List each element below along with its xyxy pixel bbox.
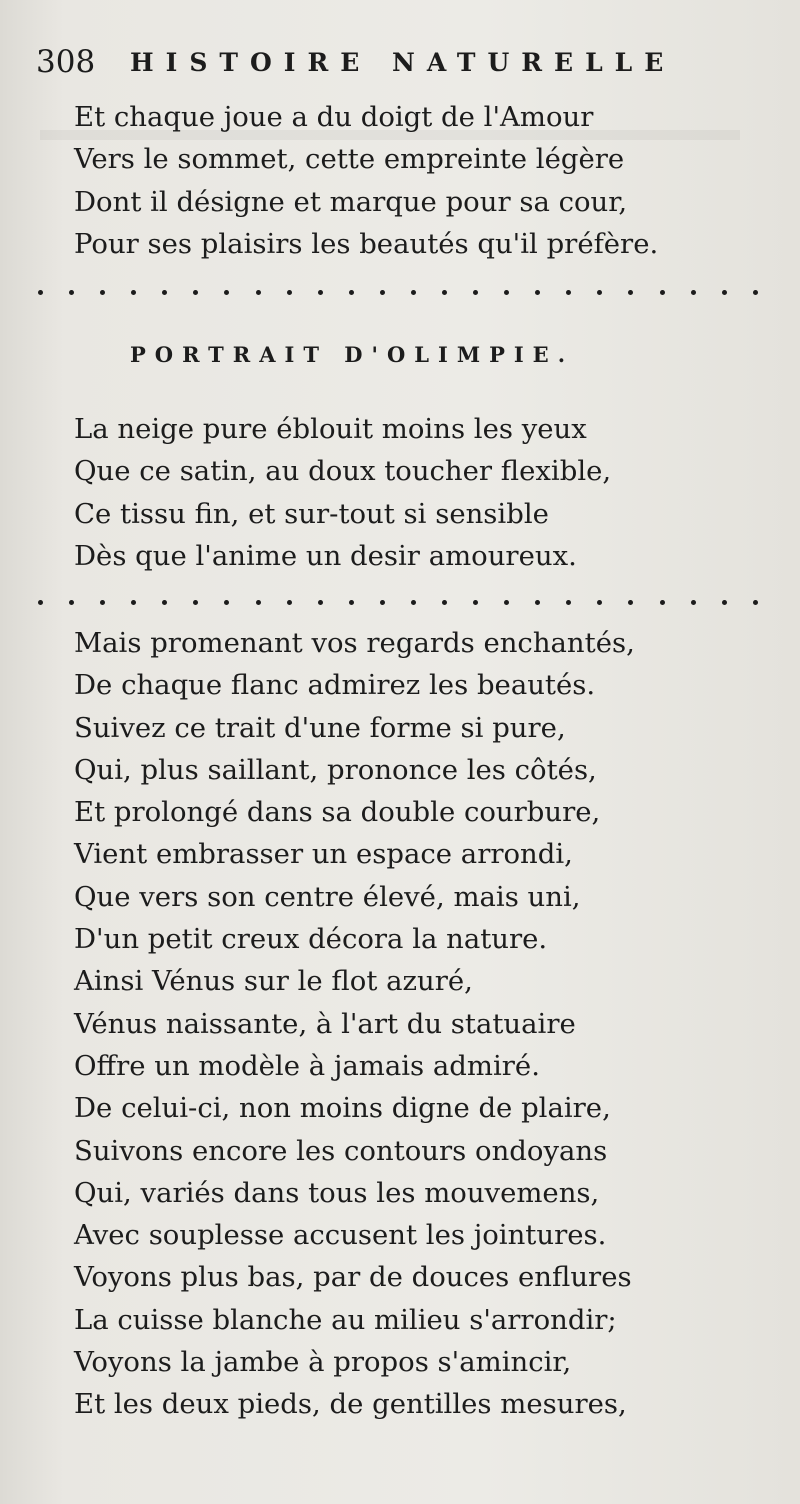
- ellipsis-dot: [162, 600, 167, 605]
- verse-line: Vient embrasser un espace arrondi,: [74, 838, 573, 871]
- ellipsis-dot: [349, 290, 354, 295]
- verse-line: Suivons encore les contours ondoyans: [74, 1134, 608, 1167]
- stanza-3: [74, 622, 635, 1426]
- ellipsis-dot: [660, 600, 665, 605]
- ellipsis-dot: [504, 290, 509, 295]
- verse-line: Qui, plus saillant, prononce les côtés,: [74, 753, 597, 786]
- ellipsis-dot: [100, 290, 105, 295]
- verse-line: Avec souplesse accusent les jointures.: [74, 1219, 607, 1252]
- verse-line: Mais promenant vos regards enchantés,: [74, 627, 635, 659]
- verse-line: Et prolongé dans sa double courbure,: [74, 796, 601, 829]
- ellipsis-dot: [69, 600, 74, 605]
- verse-line: Que vers son centre élevé, mais uni,: [74, 880, 581, 913]
- verse-line: Ce tissu fin, et sur-tout si sensible: [74, 497, 549, 530]
- stanza-2: [74, 408, 611, 577]
- verse-line: Et les deux pieds, de gentilles mesures,: [74, 1388, 627, 1421]
- page-number: 308: [36, 44, 96, 80]
- verse-line: De chaque flanc admirez les beautés.: [74, 669, 596, 702]
- ellipsis-dot: [224, 290, 229, 295]
- verse-line: Offre un modèle à jamais admiré.: [74, 1049, 540, 1082]
- ellipsis-dot: [566, 600, 571, 605]
- ellipsis-dot: [722, 600, 727, 605]
- ellipsis-dot: [660, 290, 665, 295]
- ellipsis-row-2: [38, 600, 758, 614]
- ellipsis-dot: [380, 290, 385, 295]
- verse-line: Ainsi Vénus sur le flot azuré,: [74, 965, 473, 998]
- ellipsis-dot: [318, 600, 323, 605]
- ellipsis-dot: [473, 290, 478, 295]
- verse-line: Et chaque joue a du doigt de l'Amour: [74, 101, 594, 133]
- ellipsis-dot: [287, 600, 292, 605]
- ellipsis-dot: [131, 600, 136, 605]
- ellipsis-dot: [473, 600, 478, 605]
- ellipsis-dot: [597, 290, 602, 295]
- running-title: HISTOIRE NATURELLE: [130, 48, 676, 77]
- ellipsis-dot: [38, 600, 43, 605]
- ellipsis-dot: [753, 290, 758, 295]
- verse-line: Dès que l'anime un desir amoureux.: [74, 539, 577, 572]
- verse-line: D'un petit creux décora la nature.: [74, 923, 548, 956]
- verse-line: Dont il désigne et marque pour sa cour,: [74, 185, 628, 218]
- ellipsis-dot: [38, 290, 43, 295]
- page-header: [36, 44, 756, 84]
- verse-line: Qui, variés dans tous les mouvemens,: [74, 1176, 600, 1209]
- ellipsis-dot: [535, 600, 540, 605]
- verse-line: Que ce satin, au doux toucher flexible,: [74, 455, 612, 488]
- ellipsis-dot: [100, 600, 105, 605]
- verse-line: Vénus naissante, à l'art du statuaire: [74, 1007, 576, 1040]
- ellipsis-dot: [193, 290, 198, 295]
- verse-line: Voyons plus bas, par de douces enflures: [74, 1261, 632, 1294]
- verse-line: Vers le sommet, cette empreinte légère: [74, 143, 625, 176]
- section-title: PORTRAIT D'OLIMPIE.: [130, 342, 574, 367]
- ellipsis-dot: [442, 600, 447, 605]
- verse-line: La neige pure éblouit moins les yeux: [74, 413, 587, 445]
- ellipsis-dot: [411, 290, 416, 295]
- ellipsis-dot: [753, 600, 758, 605]
- ellipsis-dot: [349, 600, 354, 605]
- ellipsis-dot: [504, 600, 509, 605]
- ellipsis-dot: [131, 290, 136, 295]
- ellipsis-dot: [566, 290, 571, 295]
- ellipsis-dot: [442, 290, 447, 295]
- verse-line: De celui-ci, non moins digne de plaire,: [74, 1092, 611, 1125]
- ellipsis-dot: [318, 290, 323, 295]
- verse-line: Voyons la jambe à propos s'amincir,: [74, 1346, 572, 1379]
- ellipsis-row-1: [38, 290, 758, 304]
- verse-line: Pour ses plaisirs les beautés qu'il préfère.: [74, 227, 659, 260]
- ellipsis-dot: [224, 600, 229, 605]
- ellipsis-dot: [193, 600, 198, 605]
- ellipsis-dot: [162, 290, 167, 295]
- ellipsis-dot: [628, 290, 633, 295]
- ellipsis-dot: [380, 600, 385, 605]
- verse-line: Suivez ce trait d'une forme si pure,: [74, 711, 566, 744]
- ellipsis-dot: [256, 600, 261, 605]
- ellipsis-dot: [69, 290, 74, 295]
- ellipsis-dot: [411, 600, 416, 605]
- ellipsis-dot: [535, 290, 540, 295]
- ellipsis-dot: [691, 290, 696, 295]
- ellipsis-dot: [691, 600, 696, 605]
- ellipsis-dot: [287, 290, 292, 295]
- ellipsis-dot: [628, 600, 633, 605]
- ellipsis-dot: [597, 600, 602, 605]
- verse-line: La cuisse blanche au milieu s'arrondir;: [74, 1303, 617, 1336]
- stanza-1: [74, 96, 658, 265]
- ellipsis-dot: [256, 290, 261, 295]
- ellipsis-dot: [722, 290, 727, 295]
